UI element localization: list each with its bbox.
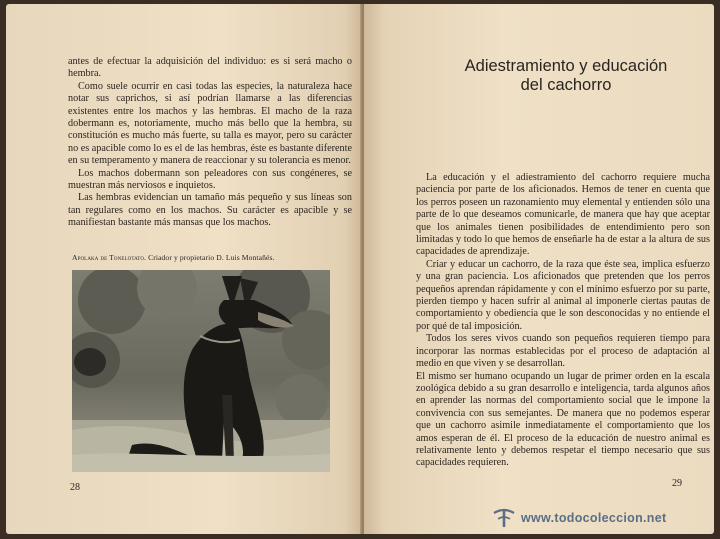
left-paragraph-2: Como suele ocurrir en casi todas las especies, la naturaleza hace notar sus caprichos, si así podrían llamarse a las diferencias existentes entre los machos y las hembras. El macho de la raza dobermann es, notoriamente, mucho más bello que la hembra, su constitución es mucho más fuerte, su talla es mayor, pero su carácter no es apacible como lo es el de las hembras, éste es bastante diferente en su temperamento y manera de reaccionar y su tolerancia es menor. <box>68 80 353 167</box>
page-number-right: 29 <box>672 478 682 489</box>
caption-dog-name: Apolaka de Tonelotato. <box>72 253 147 262</box>
right-paragraph-4: El mismo ser humano ocupando un lugar de primer orden en la escala zoológica debido a su gran desarrollo e inteligencia, tarda algunos años en aprender las normas del comportamiento social que le impone la convivencia con sus semejantes. De manera que no podemos esperar que un cachorro asimile inmediatamente el comportamiento que los amos esperan de él. El proceso de la educación de nuestro animal es relativamente lento y debemos respetar el tiempo necesario que sus capacidades requieren. <box>416 370 710 469</box>
photo-caption <box>72 253 354 262</box>
right-paragraph-3: Todos los seres vivos cuando son pequeños requieren tiempo para incorporar las normas establecidas por el proceso de adaptación al medio en que viven y se desarrollan. <box>416 333 710 370</box>
todocoleccion-logo-icon <box>492 507 516 529</box>
caption-breeder: Criador y propietario D. Luis Montañés. <box>148 253 275 262</box>
chapter-title-line-1: Adiestramiento y educación <box>464 57 668 75</box>
page-number-left: 28 <box>70 482 80 493</box>
right-page <box>364 4 714 534</box>
right-page-text <box>416 172 710 470</box>
dog-photo <box>72 270 330 472</box>
watermark-link[interactable] <box>492 507 666 529</box>
right-paragraph-1: La educación y el adiestramiento del cachorro requiere mucha paciencia por parte de los aficionados. Hemos de tener en cuenta que los perros poseen un razonamiento muy elemental y entienden sólo una parte de lo que deseamos comunicarle, de manera que hay que aceptar que los animales tienen posibilidades de entendimiento pero son limitadas y todo lo que hemos de enseñarle ha de estar a la altura de sus capacidades de aprendizaje. <box>416 172 710 258</box>
right-paragraph-2: Criar y educar un cachorro, de la raza que éste sea, implica esfuerzo y una gran paciencia. Los aficionados que pretenden que los perros pequeños aprendan rápidamente y con el mínimo esfuerzo por su parte, pierden tiempo y hacen sufrir al animal al imponerle ciertas pautas de comportamiento y obediencia que le son desconocidas y no entiende el por qué de tal imposición. <box>416 258 710 332</box>
left-paragraph-4: Las hembras evidencian un tamaño más pequeño y sus líneas son tan regulares como en los machos. Su carácter es apacible y se manifiestan bastante más mansas que los machos. <box>68 192 352 229</box>
chapter-title-line-2: del cachorro <box>520 76 612 94</box>
watermark-text: www.todocoleccion.net <box>521 511 667 525</box>
left-paragraph-3: Los machos dobermann son peleadores con sus congéneres, se muestran más nerviosos e inquietos. <box>68 167 352 192</box>
left-page <box>6 4 362 534</box>
chapter-title <box>416 57 714 95</box>
left-paragraph-1: antes de efectuar la adquisición del individuo: es si será macho o hembra. <box>68 56 352 80</box>
left-page-text <box>68 56 352 230</box>
